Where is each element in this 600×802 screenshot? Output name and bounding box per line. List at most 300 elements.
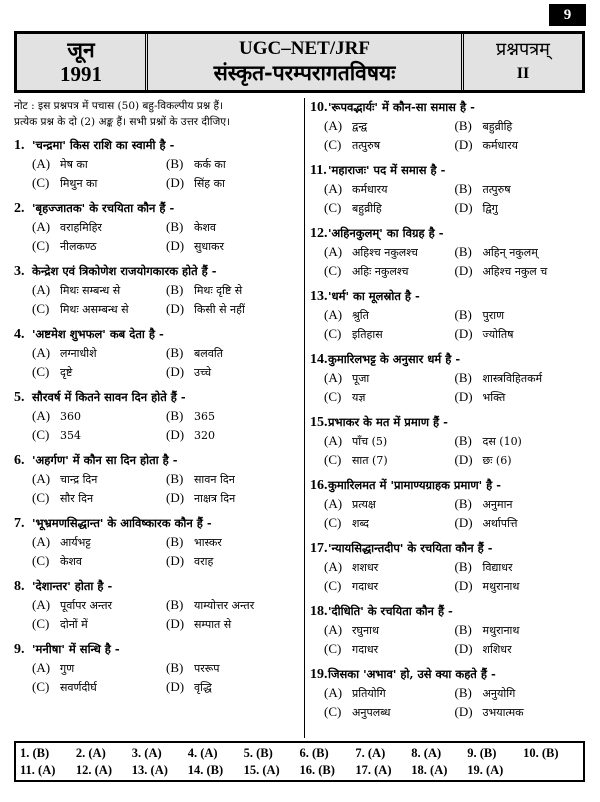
option-label: (A): [324, 118, 343, 133]
right-column: [310, 98, 585, 728]
question-stem: 'अष्टमेश शुभफल' कब देता है -: [32, 327, 164, 341]
option-item: [324, 262, 455, 281]
question-text: [14, 514, 300, 533]
option-item: [32, 174, 166, 193]
question-number: 16.: [310, 478, 328, 493]
option-text: सात (7): [352, 454, 388, 467]
option-text: केशव: [194, 221, 217, 234]
option-item: [32, 659, 166, 678]
question-item: [310, 602, 585, 659]
question-number: 15.: [310, 415, 328, 430]
option-item: [324, 577, 455, 596]
question-item: [310, 161, 585, 218]
question-item: [14, 262, 300, 319]
option-item: [455, 577, 586, 596]
option-item: [166, 678, 300, 697]
option-item: [324, 703, 455, 722]
option-text: याम्योत्तर अन्तर: [194, 599, 255, 612]
option-label: (D): [454, 200, 473, 215]
option-text: अनुपलब्ध: [352, 706, 391, 719]
option-item: [324, 558, 455, 577]
subject-name: संस्कृत-परम्परागतविषयः: [213, 60, 396, 85]
option-item: [455, 558, 586, 577]
question-item: [14, 451, 300, 508]
option-item: [324, 684, 455, 703]
option-text: विद्याधर: [482, 561, 513, 574]
option-label: (D): [166, 238, 185, 253]
option-text: नाक्षत्र दिन: [194, 492, 236, 505]
option-label: (C): [324, 263, 342, 278]
option-label: (B): [454, 496, 472, 511]
option-item: [324, 117, 455, 136]
option-label: (D): [166, 490, 185, 505]
option-item: [32, 363, 166, 382]
question-item: [310, 287, 585, 344]
question-stem: 'मनीषा' में सन्धि है -: [32, 642, 120, 656]
option-item: [166, 300, 300, 319]
option-text: मिथुन का: [60, 177, 98, 190]
option-label: (A): [324, 307, 343, 322]
option-list: [14, 533, 300, 571]
question-number: 10.: [310, 100, 328, 115]
option-text: भक्ति: [482, 391, 506, 404]
option-item: [32, 533, 166, 552]
option-label: (A): [324, 685, 343, 700]
exam-month: जून: [67, 38, 95, 62]
option-text: सावन दिन: [194, 473, 235, 486]
option-label: (A): [32, 345, 51, 360]
option-item: [32, 426, 166, 445]
option-label: (B): [454, 622, 472, 637]
option-text: प्रत्यक्ष: [352, 498, 376, 511]
option-label: (B): [454, 244, 472, 259]
question-item: [310, 539, 585, 596]
page-number: 9: [549, 4, 586, 26]
option-text: शशिधर: [482, 643, 512, 656]
option-label: (A): [324, 496, 343, 511]
option-item: [324, 451, 455, 470]
option-list: [310, 243, 585, 281]
option-list: [310, 558, 585, 596]
option-label: (D): [166, 301, 185, 316]
option-list: [310, 180, 585, 218]
option-text: चान्द्र दिन: [60, 473, 98, 486]
answer-entry: 10. (B): [523, 746, 559, 760]
option-label: (D): [454, 515, 473, 530]
option-text: अनुयोगि: [482, 687, 516, 700]
question-item: [310, 413, 585, 470]
option-text: शब्द: [352, 517, 369, 530]
option-item: [455, 243, 586, 262]
option-item: [166, 281, 300, 300]
option-text: सौर दिन: [60, 492, 94, 505]
question-item: [14, 640, 300, 697]
option-label: (A): [32, 471, 51, 486]
option-item: [324, 388, 455, 407]
option-label: (D): [166, 553, 185, 568]
question-text: [310, 413, 585, 432]
question-stem: 'अहिनकुलम्' का विग्रह है -: [328, 226, 444, 240]
option-item: [32, 615, 166, 634]
question-text: [14, 577, 300, 596]
option-text: अहिन् नकुलम्: [482, 246, 538, 259]
option-label: (C): [324, 641, 342, 656]
option-label: (C): [32, 301, 50, 316]
question-stem: 'देशान्तर' होता है -: [32, 579, 113, 593]
question-text: [310, 350, 585, 369]
question-item: [310, 350, 585, 407]
option-item: [324, 180, 455, 199]
option-label: (B): [166, 471, 184, 486]
question-text: [14, 388, 300, 407]
option-text: दोनों में: [60, 618, 88, 631]
paper-info: [464, 34, 582, 90]
option-text: बलवति: [194, 347, 223, 360]
option-text: 360: [60, 410, 81, 423]
option-text: नीलकण्ठ: [60, 240, 97, 253]
option-list: [310, 369, 585, 407]
question-text: [310, 287, 585, 306]
question-stem: प्रभाकर के मत में प्रमाण हैं -: [328, 415, 448, 429]
note-line-2: प्रत्येक प्रश्न के दो (2) अङ्क हैं। सभी प्रश्नों के उत्तर दीजिए।: [14, 116, 231, 128]
option-text: मिथः असम्बन्ध से: [60, 303, 129, 316]
option-text: दस (10): [482, 435, 522, 448]
option-label: (C): [324, 200, 342, 215]
paper-number: II: [516, 65, 530, 82]
question-text: [14, 451, 300, 470]
option-item: [455, 514, 586, 533]
answer-entry: 12. (A): [75, 763, 112, 777]
question-stem: 'बृहज्जातक' के रचयिता कौन हैं -: [32, 201, 175, 215]
option-text: केशव: [60, 555, 83, 568]
option-label: (C): [324, 704, 342, 719]
question-stem: 'न्यायसिद्धान्तदीप' के रचयिता कौन हैं -: [328, 541, 493, 555]
option-item: [32, 407, 166, 426]
option-label: (B): [166, 345, 184, 360]
question-number: 4.: [14, 327, 25, 342]
question-area: [14, 98, 585, 738]
question-text: [310, 161, 585, 180]
option-label: (B): [454, 181, 472, 196]
question-text: [310, 476, 585, 495]
question-number: 12.: [310, 226, 328, 241]
option-text: शशधर: [352, 561, 379, 574]
exam-date: [17, 34, 148, 90]
option-text: सुधाकर: [194, 240, 224, 253]
exam-name: UGC–NET/JRF: [239, 38, 370, 59]
question-number: 17.: [310, 541, 328, 556]
question-number: 7.: [14, 516, 25, 531]
option-item: [32, 155, 166, 174]
question-item: [14, 514, 300, 571]
question-item: [14, 577, 300, 634]
option-item: [32, 218, 166, 237]
option-item: [32, 489, 166, 508]
option-text: 320: [194, 429, 215, 442]
exam-title: [148, 34, 464, 90]
option-label: (A): [32, 156, 51, 171]
question-stem: जिसका 'अभाव' हो, उसे क्या कहते हैं -: [328, 667, 496, 681]
answer-key: [14, 741, 585, 782]
question-text: [310, 224, 585, 243]
option-item: [166, 596, 300, 615]
answer-entry: 7. (A): [355, 746, 386, 760]
option-label: (D): [454, 704, 473, 719]
option-item: [455, 199, 586, 218]
option-list: [14, 344, 300, 382]
question-stem: 'भूभ्रमणसिद्धान्त' के आविष्कारक कौन हैं -: [32, 516, 212, 530]
question-text: [14, 325, 300, 344]
option-label: (B): [454, 433, 472, 448]
question-stem: 'चन्द्रमा' किस राशि का स्वामी है -: [32, 138, 175, 152]
option-item: [324, 369, 455, 388]
question-item: [310, 224, 585, 281]
option-item: [32, 470, 166, 489]
question-number: 11.: [310, 163, 327, 178]
answer-entry: 18. (A): [411, 763, 448, 777]
option-item: [455, 684, 586, 703]
option-list: [14, 281, 300, 319]
question-item: [310, 665, 585, 722]
option-item: [324, 325, 455, 344]
option-text: अनुमान: [482, 498, 513, 511]
option-label: (C): [32, 616, 50, 631]
option-label: (C): [32, 490, 50, 505]
option-label: (C): [324, 578, 342, 593]
question-stem: कुमारिलमत में 'प्रामाण्यग्राहक प्रमाण' है -: [328, 478, 502, 492]
option-item: [455, 621, 586, 640]
option-item: [32, 596, 166, 615]
question-stem: 'महाराजः' पद में समास है -: [328, 163, 446, 177]
option-list: [310, 306, 585, 344]
question-text: [14, 136, 300, 155]
option-text: मिथः दृष्टि से: [194, 284, 243, 297]
option-item: [324, 495, 455, 514]
option-label: (A): [324, 244, 343, 259]
option-text: छः (6): [482, 454, 512, 467]
option-text: शास्त्रविहितकर्म: [482, 372, 543, 385]
option-text: कर्मधारय: [352, 183, 388, 196]
option-item: [166, 552, 300, 571]
option-label: (A): [324, 622, 343, 637]
option-label: (C): [32, 364, 50, 379]
option-list: [14, 659, 300, 697]
option-item: [166, 426, 300, 445]
option-label: (D): [166, 679, 185, 694]
option-item: [166, 155, 300, 174]
question-number: 13.: [310, 289, 328, 304]
answer-entry: 4. (A): [187, 746, 218, 760]
option-item: [455, 432, 586, 451]
option-text: कर्क का: [194, 158, 226, 171]
option-label: (B): [454, 370, 472, 385]
option-label: (A): [32, 597, 51, 612]
question-item: [310, 476, 585, 533]
option-text: किसी से नहीं: [194, 303, 245, 316]
option-item: [32, 300, 166, 319]
option-label: (A): [32, 408, 51, 423]
option-label: (A): [324, 181, 343, 196]
option-item: [455, 325, 586, 344]
option-item: [166, 174, 300, 193]
option-label: (C): [324, 452, 342, 467]
option-item: [166, 533, 300, 552]
option-item: [455, 640, 586, 659]
question-number: 5.: [14, 390, 25, 405]
question-text: [14, 199, 300, 218]
option-text: मथुरानाथ: [482, 624, 520, 637]
question-item: [14, 325, 300, 382]
option-text: सवर्णदीर्घ: [60, 681, 97, 694]
question-number: 1.: [14, 138, 25, 153]
option-text: वृद्धि: [194, 681, 212, 694]
option-item: [166, 237, 300, 256]
option-label: (A): [324, 559, 343, 574]
question-item: [14, 199, 300, 256]
option-item: [324, 136, 455, 155]
option-label: (B): [454, 118, 472, 133]
option-text: भास्कर: [194, 536, 222, 549]
question-text: [14, 640, 300, 659]
option-list: [310, 495, 585, 533]
option-text: पररूप: [194, 662, 220, 675]
option-text: मेष का: [60, 158, 88, 171]
option-text: मिथः सम्बन्ध से: [60, 284, 121, 297]
question-item: [310, 98, 585, 155]
option-list: [14, 155, 300, 193]
option-label: (C): [324, 515, 342, 530]
option-label: (B): [166, 597, 184, 612]
option-item: [32, 281, 166, 300]
option-label: (A): [32, 282, 51, 297]
instructions-note: [14, 98, 300, 130]
option-text: अर्थापत्ति: [482, 517, 518, 530]
answer-entry: 1. (B): [20, 746, 50, 760]
question-number: 19.: [310, 667, 328, 682]
question-text: [310, 539, 585, 558]
option-item: [324, 243, 455, 262]
question-stem: केन्द्रेश एवं त्रिकोणेश राजयोगकारक होते हैं -: [32, 264, 217, 278]
option-text: लग्नाधीशे: [60, 347, 97, 360]
option-text: बहुव्रीहि: [352, 202, 382, 215]
question-number: 18.: [310, 604, 328, 619]
option-text: द्विगु: [482, 202, 498, 215]
option-text: सम्पात से: [194, 618, 232, 631]
option-label: (D): [454, 137, 473, 152]
option-label: (C): [324, 326, 342, 341]
exam-year: 1991: [60, 62, 102, 86]
option-label: (D): [454, 389, 473, 404]
option-label: (C): [32, 238, 50, 253]
option-label: (C): [32, 553, 50, 568]
option-text: सिंह का: [194, 177, 225, 190]
option-text: यज्ञ: [352, 391, 366, 404]
option-item: [324, 514, 455, 533]
option-label: (B): [454, 307, 472, 322]
option-label: (B): [166, 219, 184, 234]
option-list: [14, 407, 300, 445]
option-text: इतिहास: [352, 328, 383, 341]
answer-entry: 16. (B): [299, 763, 335, 777]
option-item: [455, 451, 586, 470]
option-label: (A): [324, 370, 343, 385]
option-item: [166, 489, 300, 508]
question-text: [310, 98, 585, 117]
option-text: अहिश्च नकुलश्च: [352, 246, 418, 259]
option-list: [14, 218, 300, 256]
option-label: (D): [166, 616, 185, 631]
answer-entry: 17. (A): [355, 763, 392, 777]
option-item: [166, 344, 300, 363]
option-label: (D): [166, 175, 185, 190]
option-text: वराहमिहिर: [60, 221, 102, 234]
option-label: (A): [32, 534, 51, 549]
option-label: (C): [324, 389, 342, 404]
exam-header: [14, 31, 585, 93]
option-item: [455, 495, 586, 514]
answer-entry: 19. (A): [467, 763, 504, 777]
option-label: (A): [324, 433, 343, 448]
option-label: (A): [32, 660, 51, 675]
option-text: उच्चे: [194, 366, 212, 379]
option-text: पुराण: [482, 309, 505, 322]
option-text: रघुनाथ: [352, 624, 379, 637]
question-stem: 'धर्म' का मूलस्रोत है -: [328, 289, 420, 303]
question-stem: 'रूपवद्भार्यः' में कौन-सा समास है -: [328, 100, 475, 114]
left-column: [14, 98, 300, 703]
question-number: 3.: [14, 264, 25, 279]
note-line-1: नोट : इस प्रश्नपत्र में पचास (50) बहु-विकल्पीय प्रश्न हैं।: [14, 100, 224, 112]
option-item: [455, 136, 586, 155]
question-text: [310, 602, 585, 621]
question-text: [310, 665, 585, 684]
option-list: [310, 621, 585, 659]
option-label: (B): [166, 408, 184, 423]
option-list: [310, 432, 585, 470]
question-item: [14, 388, 300, 445]
answer-entry: 6. (B): [299, 746, 329, 760]
option-item: [32, 237, 166, 256]
option-text: तत्पुरुष: [352, 139, 381, 152]
option-text: आर्यभट्ट: [60, 536, 91, 549]
option-text: प्रतियोगि: [352, 687, 386, 700]
option-text: उभयात्मक: [482, 706, 524, 719]
option-label: (C): [32, 679, 50, 694]
option-text: तत्पुरुष: [482, 183, 511, 196]
option-item: [455, 306, 586, 325]
option-label: (D): [454, 326, 473, 341]
question-stem: कुमारिलभट्ट के अनुसार धर्म है -: [328, 352, 461, 366]
option-item: [455, 369, 586, 388]
question-number: 2.: [14, 201, 25, 216]
option-text: गदाधर: [352, 580, 379, 593]
option-label: (D): [454, 641, 473, 656]
answer-entry: 9. (B): [467, 746, 497, 760]
option-text: कर्मधारय: [482, 139, 519, 152]
option-text: 365: [194, 410, 215, 423]
option-text: अहिश्च नकुल च: [482, 265, 548, 278]
option-item: [324, 199, 455, 218]
option-text: दृष्टे: [60, 366, 73, 379]
option-item: [166, 407, 300, 426]
option-label: (D): [166, 427, 185, 442]
answer-entry: 11. (A): [20, 763, 56, 777]
option-item: [324, 432, 455, 451]
option-item: [455, 388, 586, 407]
paper-label: प्रश्नपत्रम्: [496, 39, 550, 60]
option-item: [324, 621, 455, 640]
answer-entry: 2. (A): [75, 746, 106, 760]
